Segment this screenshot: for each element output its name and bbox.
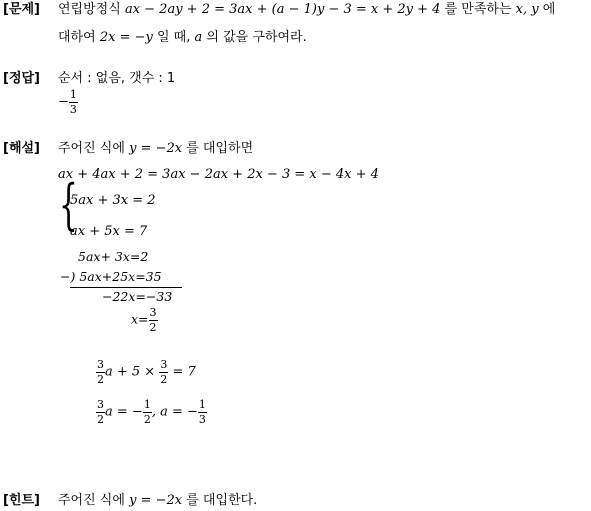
sub2-denominator-2: 2 [143, 412, 151, 426]
problem-text: 연립방정식 [58, 2, 121, 17]
substitution-line-2 [96, 399, 207, 425]
sub1-numerator: 3 [97, 358, 104, 371]
sub1-middle: a + 5 × [105, 364, 156, 380]
answer-label: [정답] [3, 71, 40, 86]
hint-line [58, 494, 257, 507]
x-solution [131, 307, 158, 333]
problem-variable-a: a [194, 30, 203, 45]
sub1-numerator-2: 3 [160, 358, 168, 371]
hint-label: [힌트] [3, 493, 40, 508]
elimination-rule [70, 287, 182, 288]
answer-meta: 순서 : 없음, 갯수 : 1 [58, 71, 176, 86]
problem-label: [문제] [3, 2, 40, 17]
problem-line-2 [58, 31, 307, 44]
problem-text: 를 만족하는 [444, 2, 512, 17]
sub2-denominator: 2 [97, 412, 104, 426]
x-denominator: 2 [149, 320, 157, 334]
x-numerator: 3 [149, 306, 157, 319]
problem-text: 의 값을 구하여라. [206, 30, 307, 45]
problem-variables: x, y [515, 2, 539, 17]
elimination-line-2: −) 5ax+25x=35 [60, 269, 162, 284]
answer-numerator: 1 [69, 88, 77, 101]
sub1-denominator-2: 2 [160, 372, 168, 386]
solution-text: 주어진 식에 [58, 141, 125, 156]
sub2-numerator: 3 [97, 398, 104, 411]
hint-equation: y = −2x [129, 493, 183, 508]
substitution-line-1 [96, 359, 196, 385]
solution-expanded-equation: ax + 4ax + 2 = 3ax − 2ax + 2x − 3 = x − 4x + 4 [58, 167, 379, 182]
hint-text: 를 대입한다. [186, 493, 258, 508]
sub2-numerator-2: 1 [143, 398, 151, 411]
problem-text: 대하여 [58, 30, 96, 45]
system-equation-1: 5ax + 3x = 2 [70, 193, 156, 208]
answer-minus: − [58, 94, 69, 110]
sub1-fraction [96, 359, 105, 385]
answer-denominator: 3 [69, 102, 77, 116]
problem-line-1 [58, 3, 555, 16]
problem-condition: 2x = −y [99, 30, 153, 45]
sub2-middle-2: , a = − [151, 404, 198, 420]
problem-text: 일 때, [156, 30, 191, 45]
elimination-line-3: −22x=−33 [102, 289, 173, 304]
x-lhs: x= [131, 311, 149, 327]
answer-fraction [69, 89, 78, 115]
answer-value [58, 89, 78, 115]
x-fraction [149, 307, 158, 333]
sub2-fraction [96, 399, 105, 425]
sub2-middle: a = − [105, 404, 143, 420]
sub1-denominator: 2 [97, 372, 104, 386]
solution-substitution: y = −2x [129, 141, 183, 156]
sub1-rhs: = 7 [172, 364, 196, 380]
problem-equation: ax − 2ay + 2 = 3ax + (a − 1)y − 3 = x + 2y + 4 [124, 2, 441, 17]
hint-text: 주어진 식에 [58, 493, 125, 508]
sub2-denominator-3: 3 [198, 412, 206, 426]
sub2-fraction-2 [143, 399, 152, 425]
elimination-line-1: 5ax+ 3x=2 [78, 249, 149, 264]
problem-text: 에 [542, 2, 556, 17]
solution-line-1 [58, 142, 253, 155]
sub2-numerator-3: 1 [198, 398, 206, 411]
solution-label: [해설] [3, 141, 40, 156]
system-brace: { [59, 173, 78, 236]
system-equation-2: ax + 5x = 7 [70, 224, 148, 239]
sub1-fraction-2 [159, 359, 168, 385]
sub2-fraction-3 [198, 399, 207, 425]
solution-text: 를 대입하면 [186, 141, 254, 156]
